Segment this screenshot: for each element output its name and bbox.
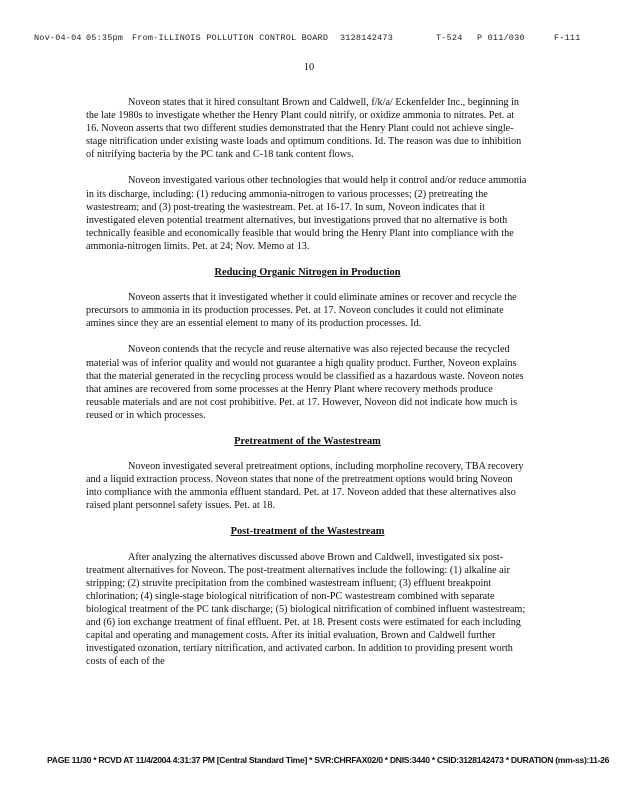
fax-pages: P 011/030 — [477, 33, 525, 43]
fax-from: From-ILLINOIS POLLUTION CONTROL BOARD — [132, 33, 329, 43]
document-body — [86, 96, 529, 681]
fax-phone: 3128142473 — [340, 33, 394, 43]
heading-pretreatment: Pretreatment of the Wastestream — [234, 435, 381, 447]
heading-reducing-organic-nitrogen: Reducing Organic Nitrogen in Production — [214, 267, 401, 279]
paragraph-technologies: Noveon investigated various other technologies that would help it control and/or reduce ammonia in its discharge, including: (1) reducing ammonia-nitrogen to various processes; (2) pretreating the wastestream; and (3) post-treating the wastestream. Pet. at 16-17. In sum, Noveon indicates that it investigated eleven potential treatment alternatives, but investigations proved that no alternative is both technically feasible and economically feasible that would bring the Henry Plant into compliance with the ammonia-nitrogen limits. Pet. at 24; Nov. Memo at 13. — [86, 175, 527, 252]
paragraph-consultant: Noveon states that it hired consultant Brown and Caldwell, f/k/a/ Eckenfelder Inc., beginning in the late 1980s to investigate whether the Henry Plant could nitrify, or oxidize ammonia to nitrates. Pet. at 16. Noveon asserts that two different studies demonstrated that the Henry Plant could not achieve single-stage nitrification under existing waste loads and optimum conditions. Id. The reason was due to inhibition of nitrifying bacteria by the PC tank and C-18 tank content flows. — [86, 97, 522, 161]
paragraph-amines: Noveon asserts that it investigated whether it could eliminate amines or recover and recycle the precursors to ammonia in its production processes. Pet. at 17. Noveon concludes it could not eliminate amines since they are an essential element to many of its production processes. Id. — [86, 292, 517, 330]
page-number: 10 — [303, 62, 315, 73]
paragraph-post-treatment: After analyzing the alternatives discussed above Brown and Caldwell, investigated six post-treatment alternatives for Noveon. The post-treatment alternatives include the following: (1) alkaline air stripping; (2) struvite precipitation from the combined wastestream influent; (3) effluent breakpoint chlorination; (4) single-stage biological nitrification of non-PC wastestream combined with separate biological treatment of the PC tank discharge; (5) biological nitrification of combined influent wastestream; and (6) ion exchange treatment of final effluent. Pet. at 18. Present costs were estimated for each including capital and operating and management costs. After its initial evaluation, Brown and Caldwell further investigated ozonation, tertiary nitrification, and activated carbon. In addition to providing present worth costs of each of the — [86, 551, 526, 668]
fax-footer: PAGE 11/30 * RCVD AT 11/4/2004 4:31:37 PM [Central Standard Time] * SVR:CHRFAX02/0 * DNIS:3440 * CSID:3128142473 * DURATION (mm-ss):11-26 — [47, 755, 610, 765]
fax-form: F-111 — [554, 33, 581, 43]
fax-time: 05:35pm — [86, 33, 124, 43]
paragraph-pretreatment: Noveon investigated several pretreatment options, including morpholine recovery, TBA recovery and a liquid extraction process. Noveon states that none of the pretreatment options would bring Noveon into compliance with the ammonia effluent standard. Pet. at 17. Noveon added that these alternatives also raised plant personnel safety issues. Pet. at 18. — [86, 461, 524, 512]
heading-post-treatment: Post-treatment of the Wastestream — [230, 526, 385, 538]
fax-date: Nov-04-04 — [34, 33, 82, 43]
paragraph-recycle: Noveon contends that the recycle and reuse alternative was also rejected because the recycled material was of inferior quality and would not guarantee a high quality product. Further, Noveon explains that the material generated in the recycling process would be classified as a hazardous waste. Noveon notes that amines are recovered from some processes at the Henry Plant where recovery methods produce reusable materials and are not cost prohibitive. Pet. at 17. However, Noveon did not indicate how much is reused or in which processes. — [86, 344, 524, 421]
fax-code: T-524 — [436, 33, 463, 43]
